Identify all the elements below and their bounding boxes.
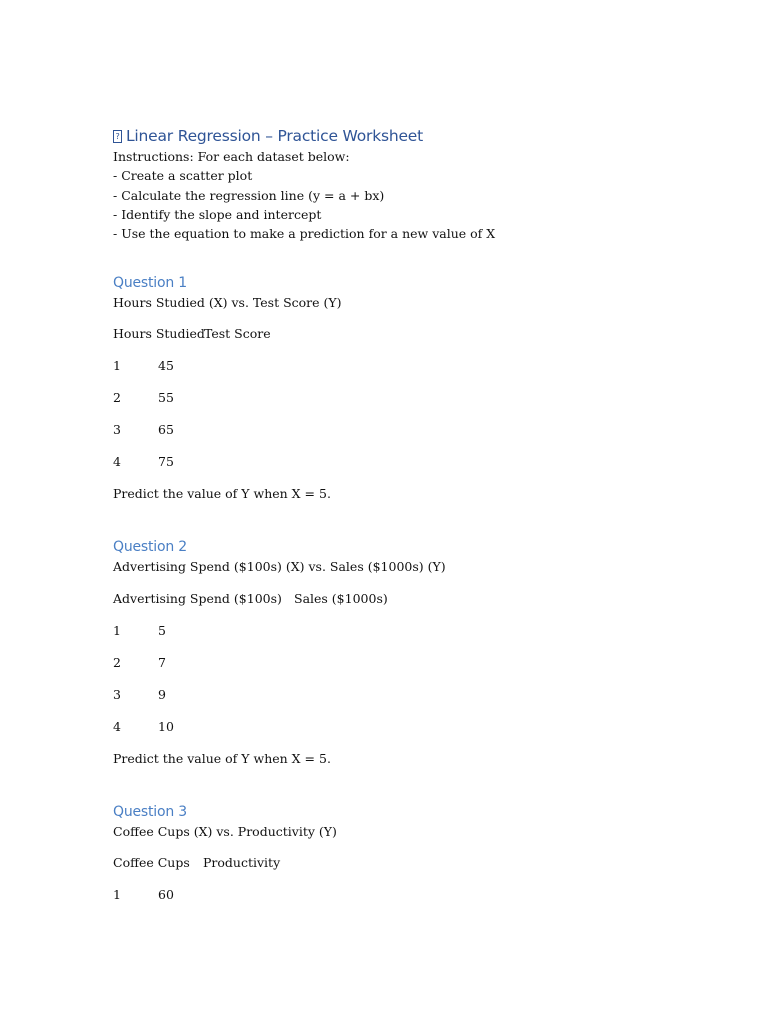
table-cell-y: 7 <box>158 655 166 670</box>
table-cell-x: 3 <box>113 422 121 437</box>
instruction-item: - Calculate the regression line (y = a + bx) <box>113 187 385 203</box>
table-cell-x: 2 <box>113 655 121 670</box>
column-header-y: Sales ($1000s) <box>294 591 388 606</box>
instructions-intro: Instructions: For each dataset below: <box>113 149 350 164</box>
column-header-x: Advertising Spend ($100s) <box>113 591 282 606</box>
instruction-item: - Create a scatter plot <box>113 168 253 184</box>
instruction-item: - Use the equation to make a prediction for a new value of X <box>113 226 496 242</box>
clipboard-icon: ? <box>113 130 122 143</box>
worksheet-page <box>113 125 713 902</box>
table-cell-y: 45 <box>158 358 174 373</box>
question-heading: Question 2 <box>113 539 187 555</box>
table-cell-x: 1 <box>113 623 121 638</box>
table-cell-x: 4 <box>113 454 121 469</box>
column-header-x: Coffee Cups <box>113 855 190 870</box>
table-cell-y: 55 <box>158 390 174 405</box>
question-subtitle: Hours Studied (X) vs. Test Score (Y) <box>113 295 342 310</box>
table-cell-y: 75 <box>158 454 174 469</box>
question-3 <box>113 803 713 913</box>
question-heading: Question 1 <box>113 275 187 291</box>
table-cell-x: 3 <box>113 687 121 702</box>
prediction-prompt: Predict the value of Y when X = 5. <box>113 751 331 766</box>
prediction-prompt: Predict the value of Y when X = 5. <box>113 486 331 501</box>
question-subtitle: Coffee Cups (X) vs. Productivity (Y) <box>113 824 337 839</box>
table-cell-x: 1 <box>113 887 121 902</box>
table-cell-y: 10 <box>158 719 174 734</box>
table-cell-x: 2 <box>113 390 121 405</box>
question-1 <box>113 274 713 504</box>
instruction-item: - Identify the slope and intercept <box>113 206 322 222</box>
question-heading: Question 3 <box>113 804 187 820</box>
table-cell-y: 9 <box>158 687 166 702</box>
table-cell-x: 4 <box>113 719 121 734</box>
table-cell-y: 60 <box>158 887 174 902</box>
table-cell-y: 65 <box>158 422 174 437</box>
column-header-x: Hours Studied <box>113 326 205 341</box>
question-2 <box>113 538 713 768</box>
column-header-y: Test Score <box>204 326 271 341</box>
instructions-block <box>113 147 713 243</box>
page-title <box>113 125 713 147</box>
page-title-text: Linear Regression – Practice Worksheet <box>126 127 424 145</box>
table-cell-x: 1 <box>113 358 121 373</box>
question-subtitle: Advertising Spend ($100s) (X) vs. Sales ($1000s) (Y) <box>113 559 446 574</box>
column-header-y: Productivity <box>203 855 281 870</box>
table-cell-y: 5 <box>158 623 166 638</box>
